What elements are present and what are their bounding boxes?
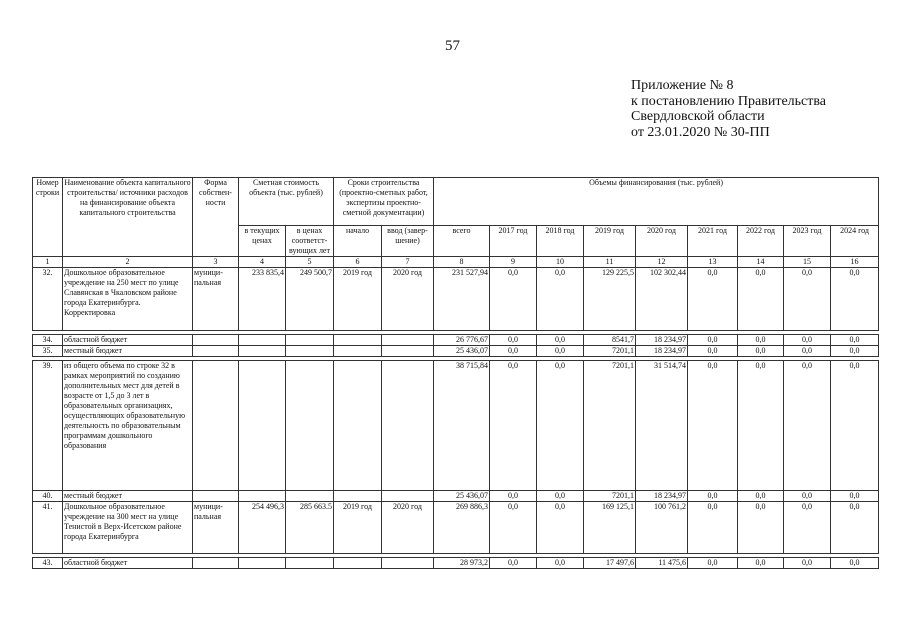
table-row xyxy=(33,346,879,357)
row-total: 231 527,94 xyxy=(434,268,490,331)
table-row xyxy=(33,558,879,569)
row-ownership xyxy=(193,558,239,569)
header-2023: 2023 год xyxy=(784,226,831,257)
header-2024: 2024 год xyxy=(831,226,879,257)
row-2018: 0,0 xyxy=(537,335,584,346)
row-2017: 0,0 xyxy=(490,491,537,502)
row-ownership: муници-пальная xyxy=(193,268,239,331)
row-2022: 0,0 xyxy=(738,335,784,346)
row-estimate-current xyxy=(239,491,286,502)
row-start xyxy=(334,335,382,346)
row-ownership xyxy=(193,491,239,502)
header-2021: 2021 год xyxy=(688,226,738,257)
row-ownership xyxy=(193,335,239,346)
row-2023: 0,0 xyxy=(784,502,831,554)
row-total: 38 715,84 xyxy=(434,361,490,491)
row-name: Дошкольное образовательное учреждение на 300 мест на улице Тенистой в Верх-Исетском районе города Екатеринбурга xyxy=(63,502,193,554)
row-estimate-actual xyxy=(286,558,334,569)
row-2024: 0,0 xyxy=(831,502,879,554)
column-number: 6 xyxy=(334,257,382,268)
row-total: 269 886,3 xyxy=(434,502,490,554)
row-2017: 0,0 xyxy=(490,346,537,357)
row-ownership: муници-пальная xyxy=(193,502,239,554)
row-total: 25 436,07 xyxy=(434,346,490,357)
column-number: 12 xyxy=(636,257,688,268)
row-number: 39. xyxy=(33,361,63,491)
row-number: 34. xyxy=(33,335,63,346)
row-2018: 0,0 xyxy=(537,502,584,554)
table-row xyxy=(33,268,879,331)
row-2020: 102 302,44 xyxy=(636,268,688,331)
header-end: ввод (завер-шение) xyxy=(382,226,434,257)
row-2018: 0,0 xyxy=(537,491,584,502)
row-end xyxy=(382,335,434,346)
row-2022: 0,0 xyxy=(738,346,784,357)
row-estimate-current xyxy=(239,335,286,346)
row-2023: 0,0 xyxy=(784,335,831,346)
row-estimate-current xyxy=(239,558,286,569)
row-estimate-actual: 285 663.5 xyxy=(286,502,334,554)
row-2017: 0,0 xyxy=(490,268,537,331)
row-2019: 169 125,1 xyxy=(584,502,636,554)
row-2021: 0,0 xyxy=(688,335,738,346)
row-2024: 0,0 xyxy=(831,558,879,569)
row-name: Дошкольное образовательное учреждение на 250 мест по улице Славянская в Чкаловском районе города Екатеринбурга. Корректировка xyxy=(63,268,193,331)
header-estimate-actual: в ценах соответст-вующих лет xyxy=(286,226,334,257)
row-2020: 31 514,74 xyxy=(636,361,688,491)
row-2023: 0,0 xyxy=(784,346,831,357)
row-2022: 0,0 xyxy=(738,361,784,491)
row-end: 2020 год xyxy=(382,268,434,331)
row-number: 35. xyxy=(33,346,63,357)
row-start xyxy=(334,346,382,357)
header-estimate-current: в текущих ценах xyxy=(239,226,286,257)
row-end xyxy=(382,558,434,569)
header-2020: 2020 год xyxy=(636,226,688,257)
table-row xyxy=(33,361,879,491)
row-estimate-current: 233 835,4 xyxy=(239,268,286,331)
row-estimate-actual xyxy=(286,491,334,502)
table-row xyxy=(33,491,879,502)
row-estimate-actual xyxy=(286,346,334,357)
row-2019: 7201,1 xyxy=(584,346,636,357)
row-2022: 0,0 xyxy=(738,502,784,554)
appendix-line-3: Свердловской области xyxy=(631,109,765,124)
row-start xyxy=(334,491,382,502)
column-number: 9 xyxy=(490,257,537,268)
appendix-line-1: Приложение № 8 xyxy=(631,78,734,93)
financing-table xyxy=(32,177,879,569)
row-2023: 0,0 xyxy=(784,268,831,331)
row-total: 28 973,2 xyxy=(434,558,490,569)
row-2023: 0,0 xyxy=(784,491,831,502)
row-2020: 11 475,6 xyxy=(636,558,688,569)
row-2018: 0,0 xyxy=(537,268,584,331)
row-name: из общего объема по строке 32 в рамках мероприятий по созданию дополнительных мест для детей в возрасте от 1,5 до 3 лет в образовательных организациях, осуществляющих образовательную деятельность по образовательным программам дошкольного образования xyxy=(63,361,193,491)
row-estimate-actual: 249 500,7 xyxy=(286,268,334,331)
row-number: 32. xyxy=(33,268,63,331)
header-start: начало xyxy=(334,226,382,257)
column-number: 7 xyxy=(382,257,434,268)
column-number: 15 xyxy=(784,257,831,268)
row-start xyxy=(334,558,382,569)
header-funding: Объемы финансирования (тыс. рублей) xyxy=(434,178,879,226)
header-2022: 2022 год xyxy=(738,226,784,257)
row-name: местный бюджет xyxy=(63,346,193,357)
column-number: 16 xyxy=(831,257,879,268)
appendix-header xyxy=(631,78,826,140)
row-2021: 0,0 xyxy=(688,346,738,357)
row-2024: 0,0 xyxy=(831,268,879,331)
row-estimate-actual xyxy=(286,361,334,491)
row-2024: 0,0 xyxy=(831,491,879,502)
row-2021: 0,0 xyxy=(688,502,738,554)
row-2021: 0,0 xyxy=(688,361,738,491)
row-2019: 7201,1 xyxy=(584,491,636,502)
row-2018: 0,0 xyxy=(537,361,584,491)
row-name: областной бюджет xyxy=(63,558,193,569)
row-2018: 0,0 xyxy=(537,558,584,569)
row-start: 2019 год xyxy=(334,502,382,554)
row-2020: 18 234,97 xyxy=(636,346,688,357)
appendix-line-2: к постановлению Правительства xyxy=(631,93,827,109)
row-end xyxy=(382,346,434,357)
row-estimate-actual xyxy=(286,335,334,346)
row-2022: 0,0 xyxy=(738,268,784,331)
column-number: 3 xyxy=(193,257,239,268)
row-total: 26 776,67 xyxy=(434,335,490,346)
header-ownership: Форма собствен-ности xyxy=(193,178,239,257)
row-estimate-current xyxy=(239,361,286,491)
column-number: 8 xyxy=(434,257,490,268)
row-2021: 0,0 xyxy=(688,491,738,502)
row-2020: 18 234,97 xyxy=(636,335,688,346)
row-number: 43. xyxy=(33,558,63,569)
row-2020: 18 234,97 xyxy=(636,491,688,502)
row-estimate-current: 254 496,3 xyxy=(239,502,286,554)
column-number: 4 xyxy=(239,257,286,268)
row-2024: 0,0 xyxy=(831,335,879,346)
row-number: 40. xyxy=(33,491,63,502)
appendix-line-4: от 23.01.2020 № 30-ПП xyxy=(631,124,770,140)
row-2023: 0,0 xyxy=(784,558,831,569)
row-end xyxy=(382,361,434,491)
header-estimate: Сметная стоимость объекта (тыс. рублей) xyxy=(239,178,334,226)
row-2022: 0,0 xyxy=(738,491,784,502)
row-number: 41. xyxy=(33,502,63,554)
row-2021: 0,0 xyxy=(688,558,738,569)
row-ownership xyxy=(193,361,239,491)
page-number: 57 xyxy=(445,38,460,54)
header-2019: 2019 год xyxy=(584,226,636,257)
row-2019: 8541,7 xyxy=(584,335,636,346)
header-2017: 2017 год xyxy=(490,226,537,257)
row-2017: 0,0 xyxy=(490,502,537,554)
row-2019: 129 225,5 xyxy=(584,268,636,331)
row-start: 2019 год xyxy=(334,268,382,331)
header-total: всего xyxy=(434,226,490,257)
row-name: местный бюджет xyxy=(63,491,193,502)
row-estimate-current xyxy=(239,346,286,357)
header-2018: 2018 год xyxy=(537,226,584,257)
row-total: 25 436,07 xyxy=(434,491,490,502)
row-2024: 0,0 xyxy=(831,346,879,357)
column-number: 14 xyxy=(738,257,784,268)
row-end xyxy=(382,491,434,502)
row-2020: 100 761,2 xyxy=(636,502,688,554)
column-number: 10 xyxy=(537,257,584,268)
table-row xyxy=(33,502,879,554)
row-2023: 0,0 xyxy=(784,361,831,491)
column-number: 1 xyxy=(33,257,63,268)
header-row-number: Номер строки xyxy=(33,178,63,257)
row-2017: 0,0 xyxy=(490,558,537,569)
row-2017: 0,0 xyxy=(490,335,537,346)
header-object-name: Наименование объекта капитального строительства/ источники расходов на финансирование объекта капитального строительства xyxy=(63,178,193,257)
row-2019: 7201,1 xyxy=(584,361,636,491)
row-2019: 17 497,6 xyxy=(584,558,636,569)
column-number: 13 xyxy=(688,257,738,268)
row-end: 2020 год xyxy=(382,502,434,554)
row-ownership xyxy=(193,346,239,357)
column-number: 5 xyxy=(286,257,334,268)
header-terms: Сроки строительства (проектно-сметных работ, экспертизы проектно-сметной документации) xyxy=(334,178,434,226)
row-2021: 0,0 xyxy=(688,268,738,331)
row-start xyxy=(334,361,382,491)
row-2024: 0,0 xyxy=(831,361,879,491)
row-name: областной бюджет xyxy=(63,335,193,346)
row-2017: 0,0 xyxy=(490,361,537,491)
column-number: 11 xyxy=(584,257,636,268)
row-2022: 0,0 xyxy=(738,558,784,569)
row-2018: 0,0 xyxy=(537,346,584,357)
column-number: 2 xyxy=(63,257,193,268)
column-numbers-row xyxy=(33,257,879,268)
table-row xyxy=(33,335,879,346)
